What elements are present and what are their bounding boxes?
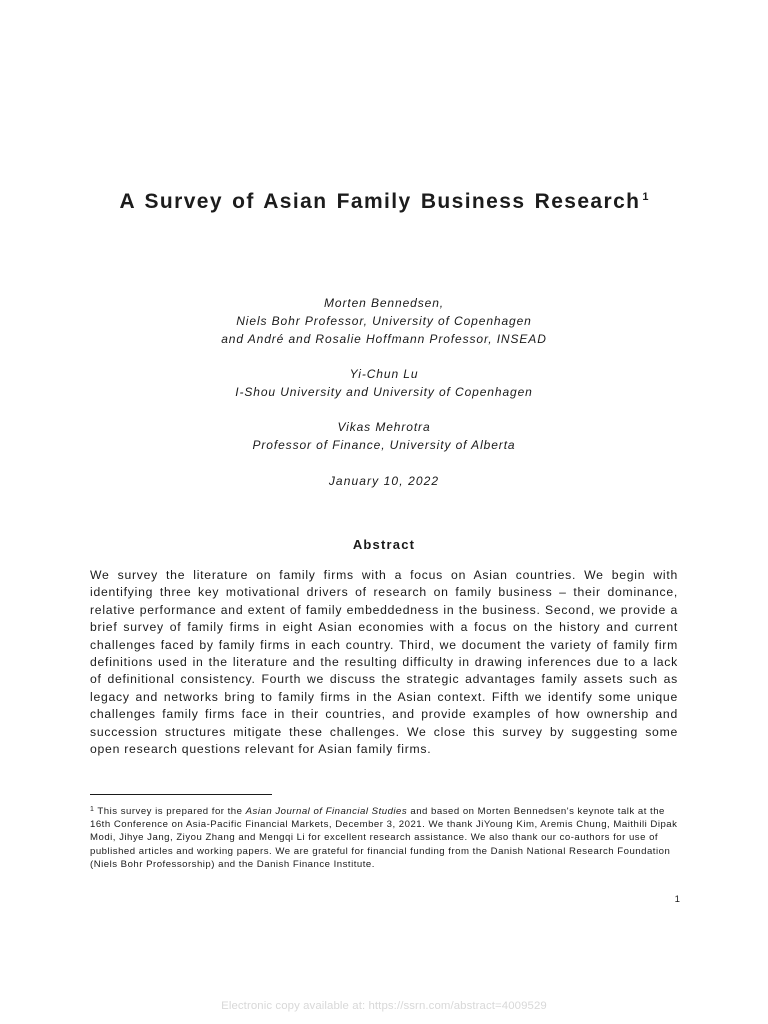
footnote-text-after: and based on Morten Bennedsen's keynote talk at the 16th Conference on Asia-Pacific Financial Markets, December 3, 2021. We thank JiYoung Kim, Aremis Chung, Maithili Dipak Modi, Jihye Jang, Ziyou Zhang and Mengqi Li for excellent research assistance. We also thank our co-authors for use of published articles and working papers. We are grateful for financial funding from the Danish National Research Foundation (Niels Bohr Professorship) and the Danish Finance Institute. [90, 806, 678, 870]
author-affiliation: Niels Bohr Professor, University of Copenhagen [236, 314, 532, 328]
footnote [90, 803, 678, 871]
author-block-mehrotra [0, 418, 768, 454]
footnote-text-before: This survey is prepared for the [97, 806, 246, 817]
footnote-journal-name: Asian Journal of Financial Studies [245, 806, 408, 817]
title-footnote-marker: 1 [642, 191, 649, 203]
footnote-marker: 1 [90, 806, 95, 813]
ssrn-footer: Electronic copy available at: https://ssrn.com/abstract=4009529 [221, 1000, 547, 1012]
author-block-bennedsen [0, 294, 768, 348]
abstract-heading: Abstract [352, 537, 416, 552]
abstract-text: We survey the literature on family firms with a focus on Asian countries. We begin with identifying three key motivational drivers of research on family business – their dominance, relative performance and extent of family embeddedness in the business. Second, we provide a brief survey of family firms in eight Asian economies with a focus on the history and current challenges faced by family firms in each country. Third, we document the variety of family firm definitions used in the literature and the resulting difficulty in drawing inferences due to a lack of definitional consistency. Fourth we discuss the strategic advantages family assets such as legacy and networks bring to family firms in the Asian context. Fifth we identify some unique challenges family firms face in their countries, and provide examples of how ownership and succession structures mitigate these challenges. We close this survey by suggesting some open research questions relevant for Asian family firms. [90, 568, 678, 757]
author-list [0, 294, 768, 471]
author-name: Yi-Chun Lu [349, 367, 419, 381]
author-affiliation: and André and Rosalie Hoffmann Professor, INSEAD [221, 332, 547, 346]
author-affiliation: Professor of Finance, University of Alberta [252, 438, 516, 452]
paper-title-text: A Survey of Asian Family Business Research [119, 190, 641, 213]
author-name: Morten Bennedsen, [323, 296, 445, 310]
author-affiliation: I-Shou University and University of Copenhagen [235, 385, 533, 399]
paper-date: January 10, 2022 [328, 474, 440, 488]
footnote-divider [90, 794, 272, 795]
paper-title [0, 190, 768, 214]
author-block-lu [0, 365, 768, 401]
page-number: 1 [674, 894, 680, 905]
author-name: Vikas Mehrotra [337, 420, 431, 434]
